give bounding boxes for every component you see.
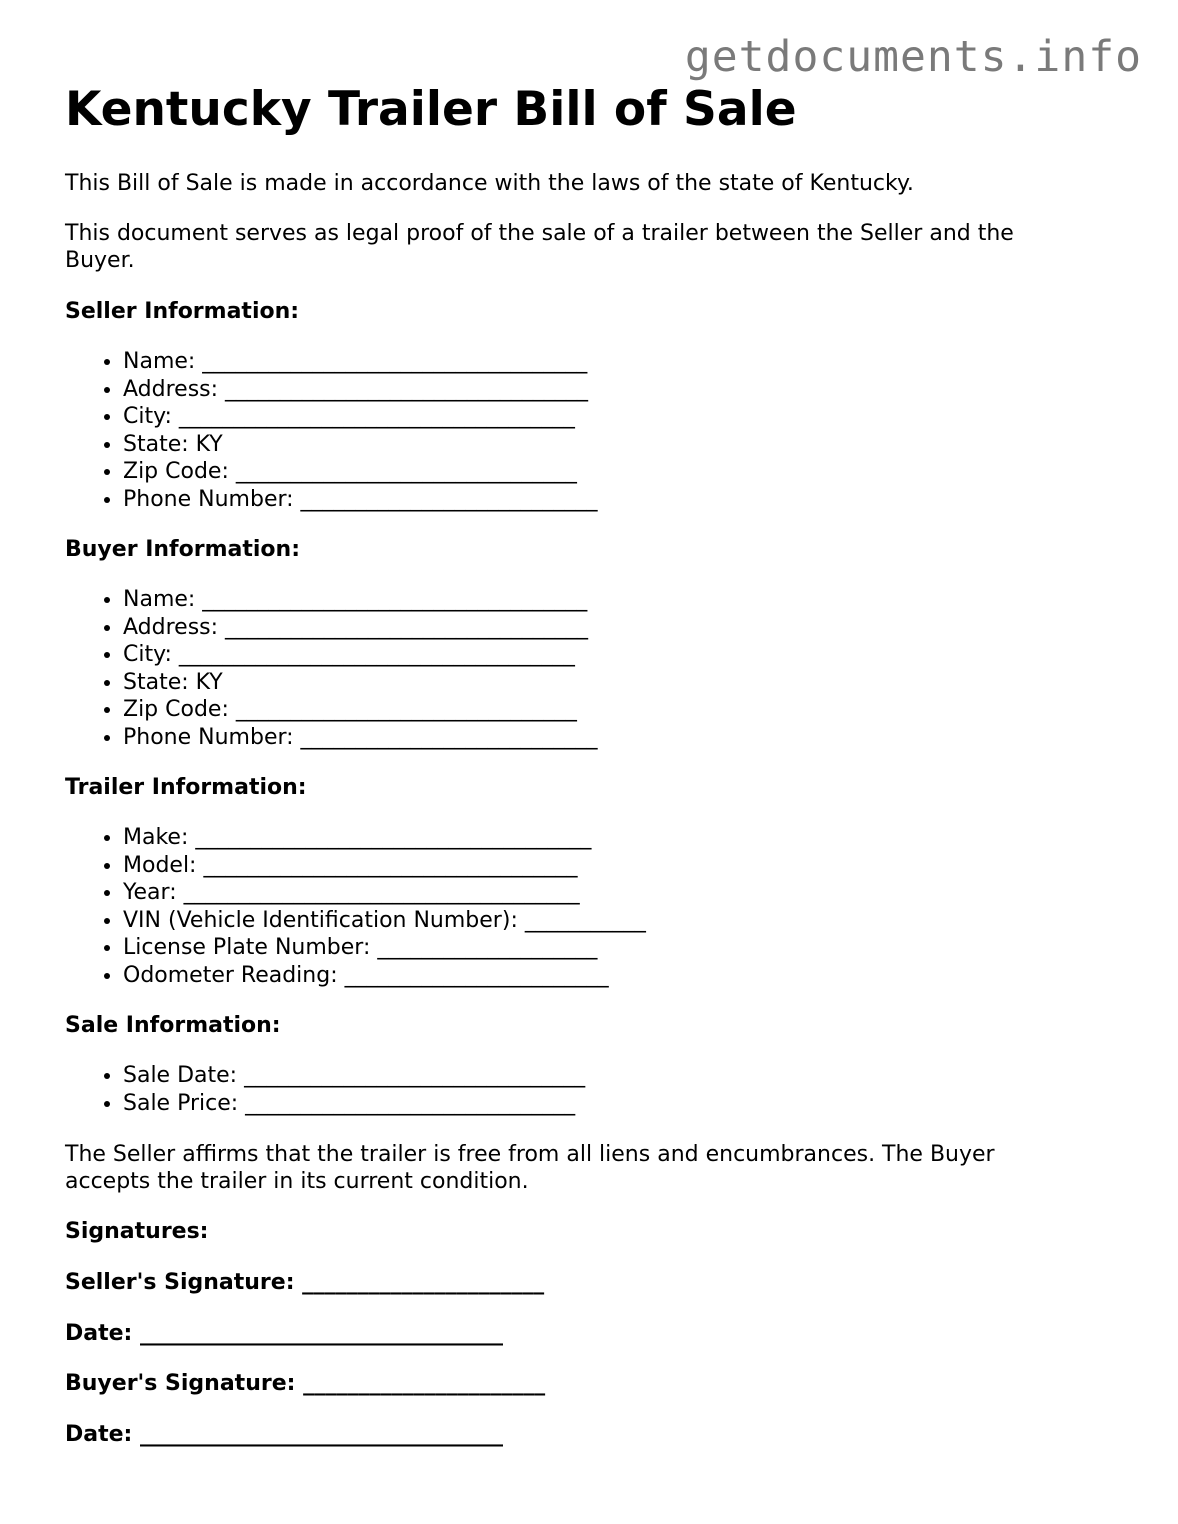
buyer-zip-field: • Zip Code: _______________________________ — [123, 696, 598, 724]
buyer-city-field: • City: ____________________________________ — [123, 641, 598, 669]
trailer-year-field: • Year: ____________________________________ — [123, 879, 646, 907]
sale-date-field: • Sale Date: _______________________________ — [123, 1062, 585, 1090]
buyer-field-list — [65, 586, 598, 751]
trailer-model-field: • Model: __________________________________ — [123, 852, 646, 880]
sale-heading: Sale Information: — [65, 1013, 281, 1038]
intro-paragraph-2: This document serves as legal proof of the sale of a trailer between the Seller and the Buyer. — [65, 221, 1014, 273]
seller-address-field: • Address: _________________________________ — [123, 376, 598, 404]
seller-field-list — [65, 348, 598, 513]
sale-field-list — [65, 1062, 585, 1117]
trailer-vin-field: • VIN (Vehicle Identification Number): ___________ — [123, 907, 646, 935]
seller-date-line: Date: _________________________________ — [65, 1321, 504, 1346]
trailer-heading: Trailer Information: — [65, 775, 307, 800]
buyer-name-field: • Name: ___________________________________ — [123, 586, 598, 614]
seller-signature-line: Seller's Signature: ______________________ — [65, 1270, 545, 1295]
buyer-state-field: • State: KY — [123, 669, 598, 697]
trailer-field-list — [65, 824, 646, 989]
trailer-make-field: • Make: ____________________________________ — [123, 824, 646, 852]
affirmation-paragraph: The Seller affirms that the trailer is free from all liens and encumbrances. The Buyer accepts the trailer in its current condition. — [65, 1142, 995, 1194]
buyer-phone-field: • Phone Number: ___________________________ — [123, 724, 598, 752]
watermark: getdocuments.info — [684, 32, 1142, 82]
seller-phone-field: • Phone Number: ___________________________ — [123, 486, 598, 514]
buyer-heading: Buyer Information: — [65, 537, 300, 562]
intro-paragraph-1: This Bill of Sale is made in accordance with the laws of the state of Kentucky. — [65, 171, 914, 196]
seller-heading: Seller Information: — [65, 299, 300, 324]
seller-city-field: • City: ____________________________________ — [123, 403, 598, 431]
trailer-plate-field: • License Plate Number: ____________________ — [123, 934, 646, 962]
seller-state-field: • State: KY — [123, 431, 598, 459]
sale-price-field: • Sale Price: ______________________________ — [123, 1090, 585, 1118]
buyer-date-line: Date: _________________________________ — [65, 1422, 504, 1447]
seller-zip-field: • Zip Code: _______________________________ — [123, 458, 598, 486]
buyer-address-field: • Address: _________________________________ — [123, 614, 598, 642]
seller-name-field: • Name: ___________________________________ — [123, 348, 598, 376]
buyer-signature-line: Buyer's Signature: ______________________ — [65, 1371, 546, 1396]
trailer-odometer-field: • Odometer Reading: ________________________ — [123, 962, 646, 990]
document-title: Kentucky Trailer Bill of Sale — [65, 82, 797, 137]
signatures-heading: Signatures: — [65, 1219, 209, 1244]
